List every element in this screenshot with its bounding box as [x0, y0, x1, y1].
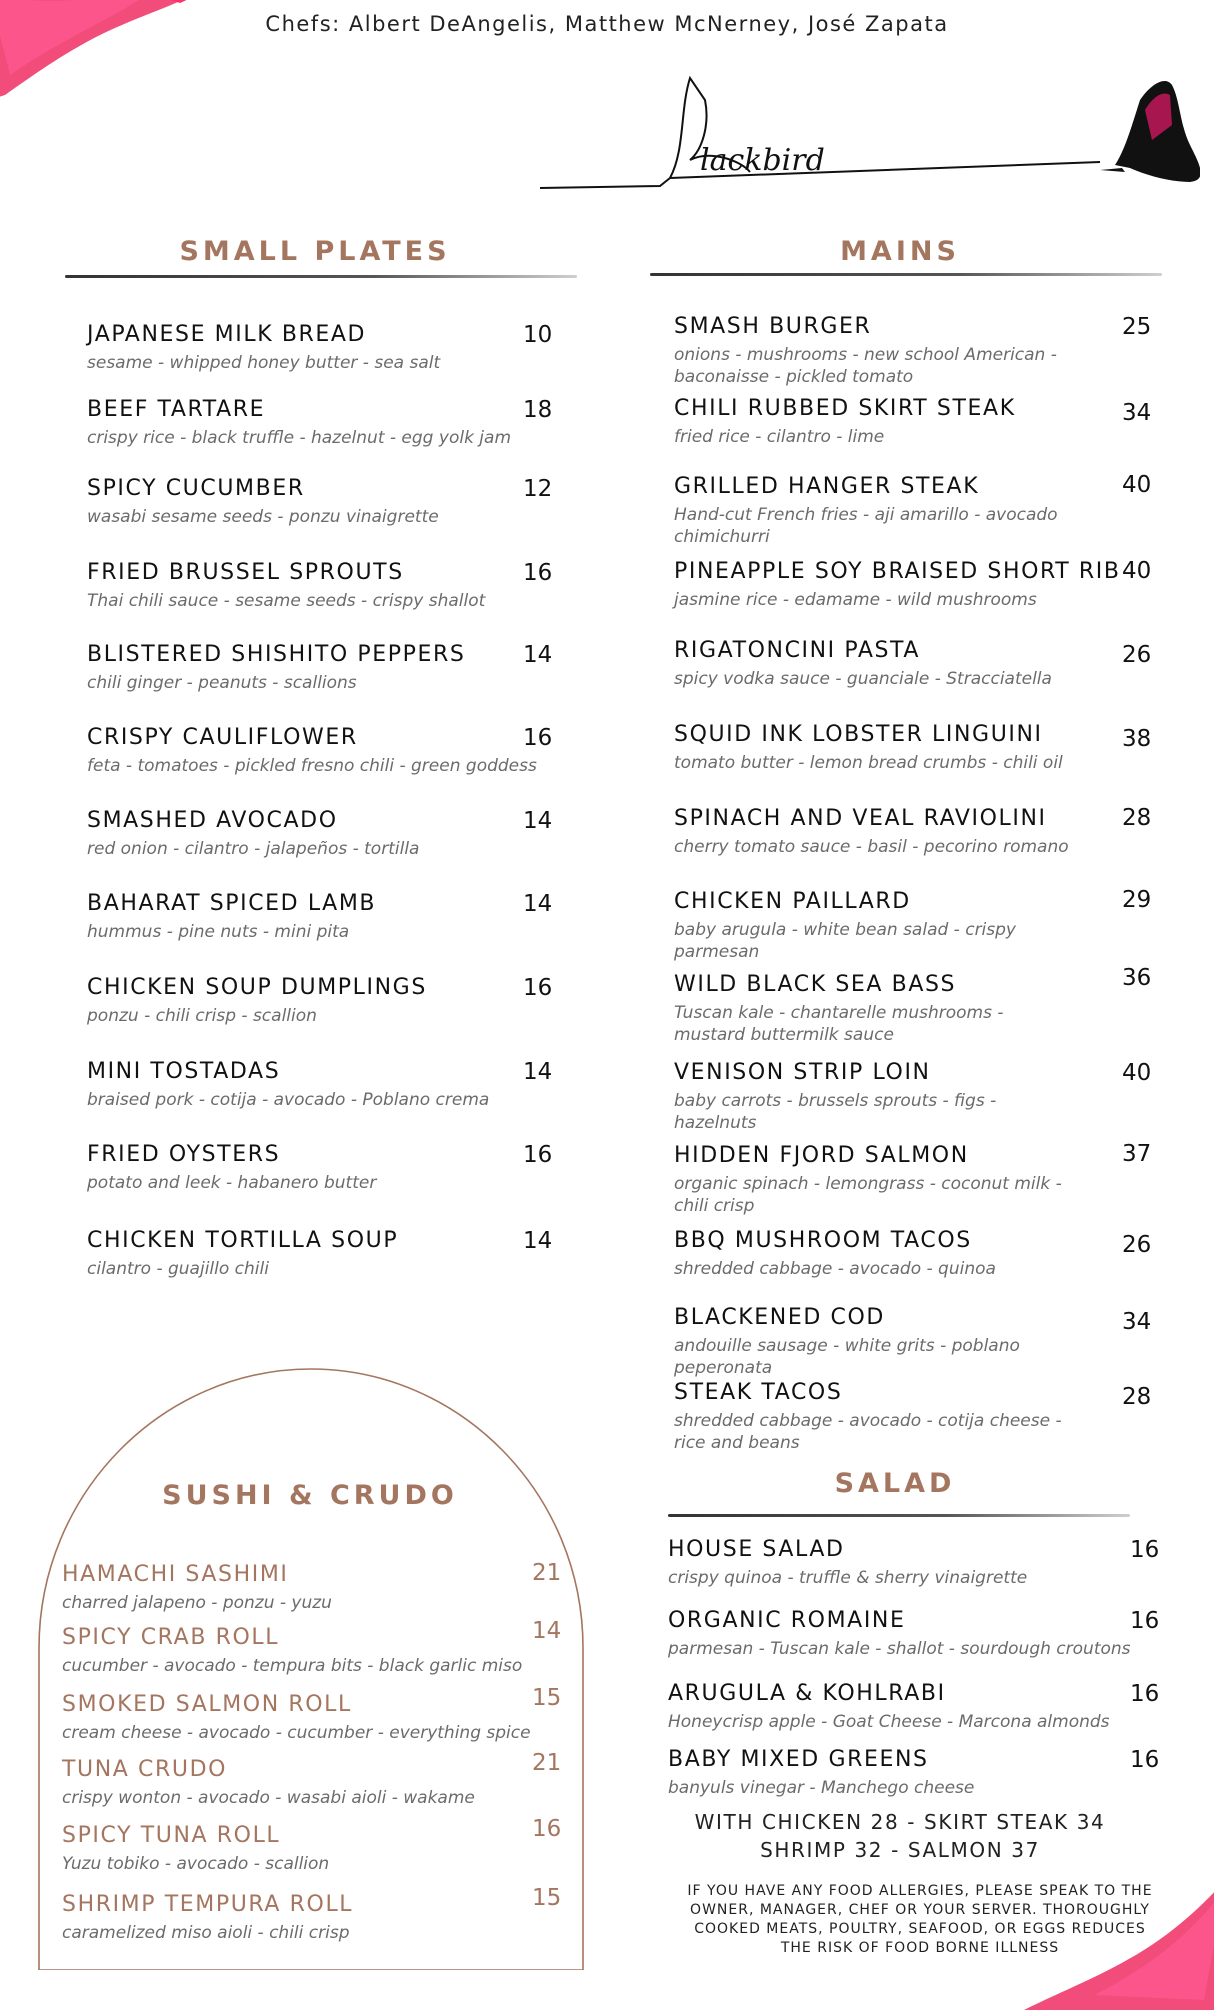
small-plates-item-name: JAPANESE MILK BREAD	[87, 322, 367, 347]
salad-item	[668, 1537, 1163, 1589]
sushi-item-name: SHRIMP TEMPURA ROLL	[62, 1892, 354, 1917]
mains-item-price: 25	[1122, 314, 1152, 340]
small-plates-item-name: SMASHED AVOCADO	[87, 808, 338, 833]
small-plates-item-name: BAHARAT SPICED LAMB	[87, 891, 377, 916]
small-plates-item-description: sesame - whipped honey butter - sea salt	[87, 353, 441, 373]
blackbird-wordmark-icon	[540, 70, 1200, 200]
small-plates-item	[87, 725, 567, 777]
salad-item-name: HOUSE SALAD	[668, 1537, 845, 1562]
mains-item-name: CHICKEN PAILLARD	[674, 889, 911, 914]
small-plates-item-price: 14	[523, 891, 553, 917]
small-plates-item-description: Thai chili sauce - sesame seeds - crispy shallot	[87, 591, 486, 611]
small-plates-item-price: 16	[523, 975, 553, 1001]
mains-item	[674, 1060, 1154, 1134]
mains-item-name: PINEAPPLE SOY BRAISED SHORT RIB	[674, 559, 1121, 584]
sushi-item-description: cucumber - avocado - tempura bits - black garlic miso	[62, 1656, 523, 1676]
mains-item	[674, 1143, 1154, 1217]
mains-item-price: 34	[1122, 1309, 1152, 1335]
mains-item	[674, 806, 1154, 858]
salad-item-price: 16	[1130, 1681, 1160, 1707]
small-plates-item-description: potato and leek - habanero butter	[87, 1173, 377, 1193]
mains-item-price: 26	[1122, 642, 1152, 668]
small-plates-item-description: chili ginger - peanuts - scallions	[87, 673, 357, 693]
mains-item	[674, 314, 1154, 388]
mains-item-name: WILD BLACK SEA BASS	[674, 972, 957, 997]
small-plates-item-name: FRIED BRUSSEL SPROUTS	[87, 560, 404, 585]
mains-item-name: SQUID INK LOBSTER LINGUINI	[674, 722, 1043, 747]
mains-item	[674, 396, 1154, 448]
small-plates-item-description: ponzu - chili crisp - scallion	[87, 1006, 317, 1026]
salad-item-description: banyuls vinegar - Manchego cheese	[668, 1778, 975, 1798]
small-plates-item-price: 16	[523, 1142, 553, 1168]
mains-item-name: BBQ MUSHROOM TACOS	[674, 1228, 972, 1253]
small-plates-item-price: 14	[523, 1228, 553, 1254]
mains-item-description: andouille sausage - white grits - poblano peperonata	[674, 1336, 1020, 1378]
salad-item-price: 16	[1130, 1608, 1160, 1634]
sushi-item-price: 16	[532, 1816, 562, 1842]
mains-item-description: cherry tomato sauce - basil - pecorino romano	[674, 837, 1069, 857]
mains-item-description: shredded cabbage - avocado - quinoa	[674, 1259, 996, 1279]
mains-item-price: 34	[1122, 400, 1152, 426]
salad-title: SALAD	[834, 1468, 956, 1499]
small-plates-item	[87, 808, 567, 860]
small-plates-item-description: cilantro - guajillo chili	[87, 1259, 269, 1279]
mains-item	[674, 722, 1154, 774]
blackbird-logo	[540, 70, 1200, 200]
small-plates-item-name: SPICY CUCUMBER	[87, 476, 305, 501]
salad-item-name: ARUGULA & KOHLRABI	[668, 1681, 946, 1706]
small-plates-item-price: 16	[523, 725, 553, 751]
sushi-item	[62, 1750, 572, 1809]
salad-addons-line1: WITH CHICKEN 28 - SKIRT STEAK 34	[694, 1810, 1106, 1834]
sushi-item-name: SMOKED SALMON ROLL	[62, 1692, 352, 1717]
mains-item	[674, 965, 1154, 1046]
salad-item	[668, 1747, 1163, 1799]
salad-addons	[640, 1808, 1160, 1864]
mains-item-name: STEAK TACOS	[674, 1380, 843, 1405]
mains-item-price: 37	[1122, 1141, 1152, 1167]
small-plates-item	[87, 891, 567, 943]
sushi-crudo-title: SUSHI & CRUDO	[162, 1480, 458, 1511]
mains-item-price: 38	[1122, 726, 1152, 752]
mains-item-description: jasmine rice - edamame - wild mushrooms	[674, 590, 1037, 610]
mains-item-description: fried rice - cilantro - lime	[674, 427, 885, 447]
mains-item-description: organic spinach - lemongrass - coconut milk - chili crisp	[674, 1174, 1062, 1216]
sushi-item-description: Yuzu tobiko - avocado - scallion	[62, 1854, 330, 1874]
salad-item-name: BABY MIXED GREENS	[668, 1747, 929, 1772]
mains-item-price: 40	[1122, 472, 1152, 498]
sushi-item-name: SPICY TUNA ROLL	[62, 1823, 281, 1848]
sushi-item-description: crispy wonton - avocado - wasabi aioli - wakame	[62, 1788, 475, 1808]
small-plates-item-price: 10	[523, 322, 553, 348]
small-plates-item-description: feta - tomatoes - pickled fresno chili - green goddess	[87, 756, 537, 776]
sushi-item-description: caramelized miso aioli - chili crisp	[62, 1923, 350, 1943]
mains-item	[674, 638, 1154, 690]
salad-item-price: 16	[1130, 1747, 1160, 1773]
small-plates-title: SMALL PLATES	[179, 236, 451, 267]
sushi-item-price: 21	[532, 1750, 562, 1776]
mains-item-name: SMASH BURGER	[674, 314, 872, 339]
small-plates-divider	[65, 275, 577, 278]
mains-title: MAINS	[840, 236, 960, 267]
sushi-item-name: SPICY CRAB ROLL	[62, 1625, 280, 1650]
small-plates-item	[87, 322, 567, 374]
sushi-item	[62, 1618, 572, 1677]
salad-item-name: ORGANIC ROMAINE	[668, 1608, 906, 1633]
svg-text:lackbird: lackbird	[700, 143, 825, 178]
small-plates-item-name: CHICKEN SOUP DUMPLINGS	[87, 975, 427, 1000]
mains-item-name: CHILI RUBBED SKIRT STEAK	[674, 396, 1016, 421]
mains-item	[674, 1228, 1154, 1280]
mains-item-description: Hand-cut French fries - aji amarillo - avocado chimichurri	[674, 505, 1058, 547]
small-plates-item	[87, 1142, 567, 1194]
sushi-item	[62, 1562, 572, 1614]
sushi-item-price: 21	[532, 1560, 562, 1586]
mains-item	[674, 1305, 1154, 1379]
mains-item-description: shredded cabbage - avocado - cotija cheese - rice and beans	[674, 1411, 1062, 1453]
small-plates-item	[87, 975, 567, 1027]
mains-item-description: spicy vodka sauce - guanciale - Stracciatella	[674, 669, 1052, 689]
small-plates-item-price: 14	[523, 642, 553, 668]
small-plates-item-description: wasabi sesame seeds - ponzu vinaigrette	[87, 507, 439, 527]
small-plates-item	[87, 1228, 567, 1280]
sushi-item-name: TUNA CRUDO	[62, 1757, 228, 1782]
small-plates-item-description: crispy rice - black truffle - hazelnut - egg yolk jam	[87, 428, 512, 448]
mains-item-name: GRILLED HANGER STEAK	[674, 474, 980, 499]
salad-item	[668, 1608, 1163, 1660]
small-plates-item	[87, 560, 567, 612]
small-plates-item	[87, 1059, 567, 1111]
small-plates-item-name: CHICKEN TORTILLA SOUP	[87, 1228, 399, 1253]
mains-item-description: baby arugula - white bean salad - crispy parmesan	[674, 920, 1016, 962]
mains-item-price: 29	[1122, 887, 1152, 913]
salad-divider	[668, 1514, 1130, 1517]
salad-item-description: parmesan - Tuscan kale - shallot - sourdough croutons	[668, 1639, 1131, 1659]
mains-item-price: 40	[1122, 1060, 1152, 1086]
mains-item-name: VENISON STRIP LOIN	[674, 1060, 931, 1085]
mains-item-price: 36	[1122, 965, 1152, 991]
sushi-item	[62, 1685, 572, 1744]
small-plates-item-price: 14	[523, 808, 553, 834]
mains-item	[674, 889, 1154, 963]
small-plates-item-name: BEEF TARTARE	[87, 397, 266, 422]
mains-item-price: 28	[1122, 1384, 1152, 1410]
mains-item-name: RIGATONCINI PASTA	[674, 638, 921, 663]
salad-item	[668, 1681, 1163, 1733]
sushi-item-name: HAMACHI SASHIMI	[62, 1562, 289, 1587]
small-plates-item-description: red onion - cilantro - jalapeños - tortilla	[87, 839, 420, 859]
small-plates-item	[87, 642, 567, 694]
sushi-item-price: 14	[532, 1618, 562, 1644]
small-plates-item-price: 14	[523, 1059, 553, 1085]
small-plates-item-name: MINI TOSTADAS	[87, 1059, 281, 1084]
small-plates-item-price: 16	[523, 560, 553, 586]
mains-item-description: tomato butter - lemon bread crumbs - chili oil	[674, 753, 1063, 773]
mains-item	[674, 559, 1154, 611]
salad-item-description: Honeycrisp apple - Goat Cheese - Marcona almonds	[668, 1712, 1110, 1732]
sushi-item-price: 15	[532, 1685, 562, 1711]
salad-item-price: 16	[1130, 1537, 1160, 1563]
small-plates-item-description: hummus - pine nuts - mini pita	[87, 922, 350, 942]
mains-item-name: SPINACH AND VEAL RAVIOLINI	[674, 806, 1047, 831]
mains-item-price: 40	[1122, 558, 1152, 584]
small-plates-item	[87, 397, 567, 449]
small-plates-item-name: CRISPY CAULIFLOWER	[87, 725, 358, 750]
sushi-item	[62, 1885, 572, 1944]
small-plates-item-price: 12	[523, 476, 553, 502]
mains-item-name: BLACKENED COD	[674, 1305, 885, 1330]
sushi-item	[62, 1816, 572, 1875]
mains-item-price: 28	[1122, 805, 1152, 831]
sushi-item-description: charred jalapeno - ponzu - yuzu	[62, 1593, 332, 1613]
sushi-item-price: 15	[532, 1885, 562, 1911]
sushi-item-description: cream cheese - avocado - cucumber - everything spice	[62, 1723, 531, 1743]
mains-item	[674, 474, 1154, 548]
mains-item-description: baby carrots - brussels sprouts - figs - hazelnuts	[674, 1091, 997, 1133]
salad-item-description: crispy quinoa - truffle & sherry vinaigrette	[668, 1568, 1028, 1588]
chefs-credit: Chefs: Albert DeAngelis, Matthew McNerney, José Zapata	[265, 12, 949, 36]
salad-addons-line2: SHRIMP 32 - SALMON 37	[760, 1838, 1040, 1862]
small-plates-item-price: 18	[523, 397, 553, 423]
mains-item	[674, 1380, 1154, 1454]
mains-divider	[650, 273, 1162, 276]
mains-item-name: HIDDEN FJORD SALMON	[674, 1143, 969, 1168]
small-plates-item	[87, 476, 567, 528]
mains-item-description: onions - mushrooms - new school American - baconaisse - pickled tomato	[674, 345, 1057, 387]
allergy-notice: IF YOU HAVE ANY FOOD ALLERGIES, PLEASE SPEAK TO THE OWNER, MANAGER, CHEF OR YOUR SERVER. THOROUGHLY COOKED MEATS, POULTRY, SEAFOOD, OR EGGS REDUCES THE RISK OF FOOD BORNE ILLNESS	[687, 1883, 1153, 1956]
small-plates-item-description: braised pork - cotija - avocado - Poblano crema	[87, 1090, 490, 1110]
mains-item-price: 26	[1122, 1232, 1152, 1258]
small-plates-item-name: FRIED OYSTERS	[87, 1142, 281, 1167]
small-plates-item-name: BLISTERED SHISHITO PEPPERS	[87, 642, 466, 667]
mains-item-description: Tuscan kale - chantarelle mushrooms - mustard buttermilk sauce	[674, 1003, 1004, 1045]
